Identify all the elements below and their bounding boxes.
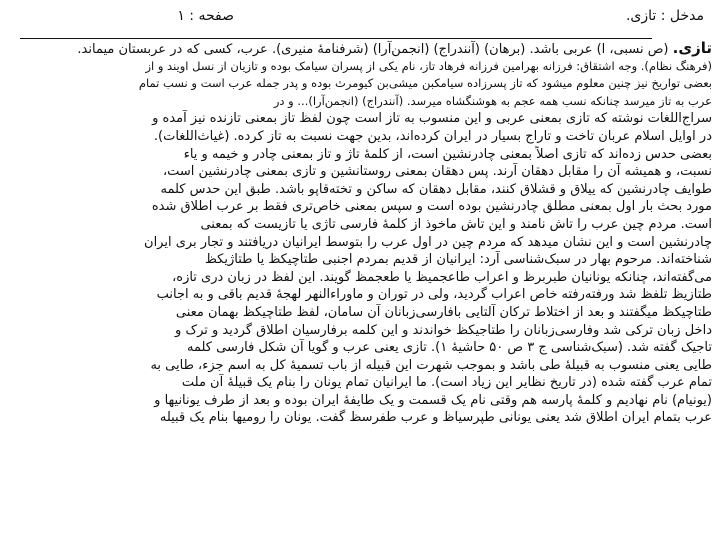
entry-line: عرب بتمام ایران اطلاق شد یعنی یونانی طپرسیاظ و عرب طفرسظ گفت. یونان را رومیها بنام یک قبیله	[159, 410, 712, 426]
header-divider	[20, 38, 652, 39]
entry-line: مورد بحث بار اول بمعنی مطلق چادرنشین بوده است و سپس بمعنی خاص‌تری فقط بر عرب اطلاق شده	[151, 199, 712, 215]
entry-line-text: (ص نسبی، ا) عربی باشد. (برهان) (آنندراج) (انجمن‌آرا) (شرفنامهٔ منیری). عرب، کسی که در عربستان میماند.	[77, 42, 669, 57]
entry-line: تاجیک گفته شد. (سبک‌شناسی ج ۳ ص ۵۰ حاشیهٔ ۱). تازی یعنی عرب و گویا آن شکل فارسی کلمه	[187, 340, 712, 356]
entry-line: نسبت، و همیشه آن را مقابل دهقان آرند. پس دهقان بمعنی روستانشین و تازی بمعنی چادرنشین است،	[162, 164, 712, 180]
entry-line: در اوایل اسلام عربان تاخت و تاراج بسیار در ایران کرده‌اند، بدین جهت نسبت به تاز کرده. (غیاث‌اللغات).	[153, 128, 712, 144]
entry-line: طتازیظ تلفظ شد ورفته‌رفته خاص اعراب گردید، ولی در توران و ماوراءالنهر لهجهٔ قدیم باقی و به اجانب	[156, 287, 712, 303]
entry-line: (فرهنگ نظام). وجه اشتقاق: فرزانه بهرامین فرزانه فرهاد تاز، نام یکی از پسران سیامک بوده و تازیان از نسل اویند و از	[145, 58, 712, 73]
entry-line: سراج‌اللغات نوشته که تازی بمعنی عربی و این منسوب به تاز است چون لفظ تاز بمعنی تازنده نیز آمده و	[152, 111, 712, 127]
entry-line: بعضی تواریخ نیز چنین معلوم میشود که تاز پسرزاده سیامکبن میشی‌بن کیومرث بوده و پدر جمله عرب است و نسب تمام	[138, 76, 712, 91]
entry-line: است. مردم چین عرب را تاش نامند و این تاش ماخوذ از کلمهٔ فارسی تاژی یا تازیست که بمعنی	[200, 216, 712, 232]
entry-line: داخل زبان ترکی شد وفارسی‌زبانان را طتاجیکظ خواندند و این کلمه برفارسیان اطلاق گردید و ترک و	[175, 322, 712, 338]
entry-line: طایی یعنی منسوب به قبیلهٔ طی باشد و بموجب شهرت این قبیله از باب تسمیهٔ کل به اسم جزء، طایی به	[150, 357, 712, 373]
entry-line: (یونیام) نام نهادیم و کلمهٔ پارسه هم وقتی نام یک قسمت و یک طایفهٔ ایران بوده و بعد از طرف یونانیها و	[154, 392, 712, 408]
entry-line: می‌گفته‌اند، چنانکه یونانیان طبربرظ و اعراب طاعجمیظ یا طعجمظ گویند. این لفظ در زبان دری تازه،	[172, 269, 712, 285]
entry-label: مدخل : تازی.	[625, 8, 704, 24]
entry-line: طوایف چادرنشین که ییلاق و قشلاق کنند، مقابل دهقان که ساکن و تخته‌قاپو باشد. طبق این حدس کلمه	[160, 181, 712, 197]
entry-line: عرب به تاز میرسد چنانکه نسب همه عجم به هوشنگشاه میرسد. (آنندراج) (انجمن‌آرا)... و در	[273, 93, 712, 108]
entry-line	[14, 40, 712, 58]
entry-line: شناخته‌اند. مرحوم بهار در سبک‌شناسی آرد: ایرانیان از قدیم بمردم اجنبی طتاچیکظ یا طتاژیکظ	[204, 252, 712, 268]
entry-line: چادرنشین است و این نشان میدهد که مردم چین در اول عرب را بتوسط ایرانیان دریافتند و تجار بری ایران	[144, 234, 712, 250]
entry-line: طتاچیکظ میگفتند و بعد از اختلاط ترکان آلتایی بافارسی‌زبانان آن سامان، لفظ طتاچیکظ بهمان معنی	[175, 304, 712, 320]
entry-body	[14, 40, 712, 427]
page-number: صفحه : ۱	[177, 8, 234, 24]
entry-line: تمام عرب گفته شده (در تاریخ نظایر این زیاد است). ما ایرانیان تمام یونان را بنام یک قبیلهٔ آن ملت	[181, 375, 712, 391]
entry-line: بعضی حدس زده‌اند که تازی اصلاً بمعنی چادرنشین است، از کلمهٔ تاژ و تاز بمعنی چادر و خیمه و یاء	[183, 146, 712, 162]
headword: تازی.	[672, 40, 712, 57]
page-header	[20, 8, 704, 30]
